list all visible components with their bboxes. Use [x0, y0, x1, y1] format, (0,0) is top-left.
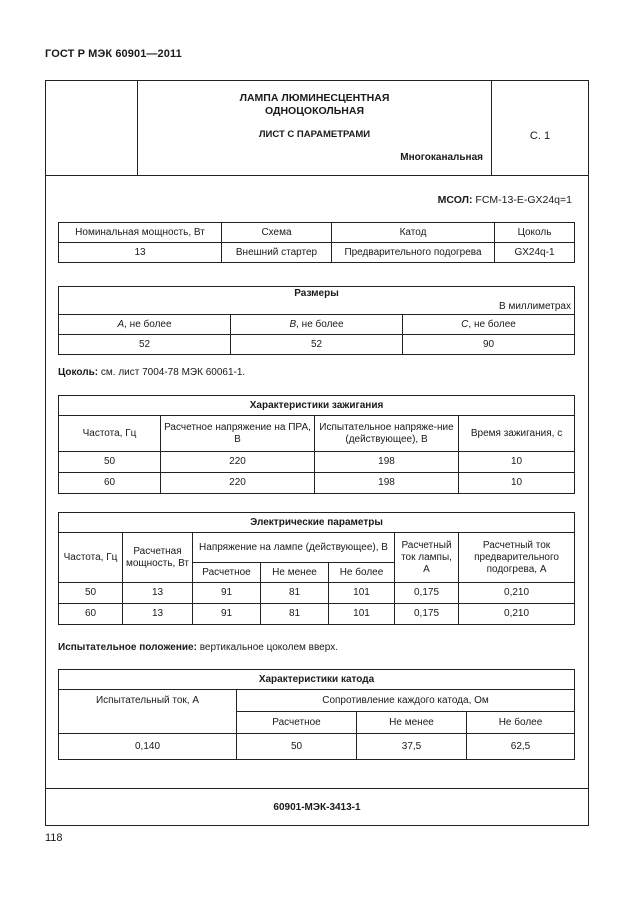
table-cell: 62,5	[467, 734, 575, 760]
table-cell: 52	[59, 335, 231, 355]
header-cell: Расчетный ток предварительного подогрева, А	[459, 533, 575, 583]
table-cell: 50	[237, 734, 357, 760]
test-position-text: вертикальное цоколем вверх.	[196, 642, 338, 653]
test-position-note	[58, 642, 338, 653]
header-cell: Расчетное	[193, 563, 261, 583]
sheet-title-line-1: ЛАМПА ЛЮМИНЕСЦЕНТНАЯ	[239, 92, 390, 104]
header-cell	[403, 315, 575, 335]
table-cell: 198	[315, 452, 459, 473]
table-cell: 91	[193, 583, 261, 604]
table-cell: GX24q-1	[495, 243, 575, 263]
table-cell: 0,210	[459, 604, 575, 625]
header-cell: Расчетное	[237, 712, 357, 734]
dimension-qualifier: , не более	[124, 318, 172, 330]
header-cell: Частота, Гц	[59, 416, 161, 452]
page-number: 118	[45, 832, 63, 844]
sheet-title	[138, 92, 491, 118]
dimensions-table	[58, 286, 575, 355]
table-cell: 60	[59, 604, 123, 625]
header-cell: Номинальная мощность, Вт	[59, 223, 222, 243]
table-cell: 81	[261, 583, 329, 604]
sheet-variant: Многоканальная	[400, 152, 483, 163]
header-cell: Не более	[467, 712, 575, 734]
header-cell: Сопротивление каждого катода, Ом	[237, 690, 575, 712]
dimension-letter: B	[289, 318, 297, 330]
dimension-qualifier: , не более	[296, 318, 344, 330]
header-cell: Схема	[222, 223, 332, 243]
table-cell: 198	[315, 473, 459, 494]
table-cell: Предварительного подогрева	[332, 243, 495, 263]
title-block-right-cell	[492, 81, 588, 175]
designation-value: FCM-13-E-GX24q=1	[475, 194, 572, 206]
designation-label: МСОЛ:	[437, 194, 473, 206]
dimensions-caption-cell	[59, 287, 575, 315]
table-cell: 0,175	[395, 604, 459, 625]
parameter-sheet-frame	[45, 80, 589, 826]
table-cell: 101	[329, 604, 395, 625]
dimension-letter: C	[461, 318, 469, 330]
header-cell: Цоколь	[495, 223, 575, 243]
table-cell: 91	[193, 604, 261, 625]
table-cell: 0,140	[59, 734, 237, 760]
test-position-label: Испытательное положение:	[58, 642, 197, 653]
header-cell: Расчетная мощность, Вт	[123, 533, 193, 583]
header-cell: Напряжение на лампе (действующее), В	[193, 533, 395, 563]
cap-note	[58, 367, 245, 378]
ignition-table	[58, 395, 575, 494]
electrical-table	[58, 512, 575, 625]
table-cell: 220	[161, 452, 315, 473]
document-code: ГОСТ Р МЭК 60901—2011	[45, 48, 182, 60]
dimension-letter: A	[117, 318, 125, 330]
table-cell: 13	[123, 583, 193, 604]
lamp-table	[58, 222, 575, 263]
sheet-subtitle: ЛИСТ С ПАРАМЕТРАМИ	[258, 129, 371, 140]
sheet-number: С. 1	[529, 130, 551, 142]
header-cell: Время зажигания, с	[459, 416, 575, 452]
dimension-qualifier: , не более	[468, 318, 516, 330]
table-cell: 90	[403, 335, 575, 355]
header-cell: Катод	[332, 223, 495, 243]
sheet-title-line-2: ОДНОЦОКОЛЬНАЯ	[264, 105, 365, 117]
cathode-table	[58, 669, 575, 760]
table-cell: 50	[59, 583, 123, 604]
table-cell: 37,5	[357, 734, 467, 760]
table-caption: Размеры	[294, 288, 339, 299]
header-cell: Испытательное напряже-ние (действующее), В	[315, 416, 459, 452]
cap-note-text: см. лист 7004-78 МЭК 60061-1.	[98, 367, 246, 378]
table-cell: 13	[123, 604, 193, 625]
table-caption: Характеристики катода	[59, 670, 575, 690]
header-cell: Частота, Гц	[59, 533, 123, 583]
header-cell	[231, 315, 403, 335]
table-cell: 220	[161, 473, 315, 494]
table-cell: 101	[329, 583, 395, 604]
title-block-left-cell	[46, 81, 138, 175]
header-cell: Не более	[329, 563, 395, 583]
header-cell: Не менее	[357, 712, 467, 734]
table-cell: 60	[59, 473, 161, 494]
table-cell: 0,210	[459, 583, 575, 604]
title-block-center-cell	[138, 81, 492, 175]
table-cell: 81	[261, 604, 329, 625]
cap-note-label: Цоколь:	[58, 367, 99, 378]
table-cell: 52	[231, 335, 403, 355]
lamp-designation	[438, 194, 572, 206]
table-caption: Электрические параметры	[59, 513, 575, 533]
title-block	[46, 81, 588, 176]
header-cell: Не менее	[261, 563, 329, 583]
sheet-footer-code: 60901-МЭК-3413-1	[46, 788, 588, 825]
table-cell: 13	[59, 243, 222, 263]
units-note: В миллиметрах	[499, 301, 571, 312]
table-cell: 0,175	[395, 583, 459, 604]
header-cell	[59, 315, 231, 335]
table-cell: 10	[459, 452, 575, 473]
table-cell: 50	[59, 452, 161, 473]
table-caption: Характеристики зажигания	[59, 396, 575, 416]
header-cell: Расчетное напряжение на ПРА, В	[161, 416, 315, 452]
header-cell: Испытательный ток, А	[59, 690, 237, 734]
table-cell: Внешний стартер	[222, 243, 332, 263]
table-cell: 10	[459, 473, 575, 494]
header-cell: Расчетный ток лампы, А	[395, 533, 459, 583]
